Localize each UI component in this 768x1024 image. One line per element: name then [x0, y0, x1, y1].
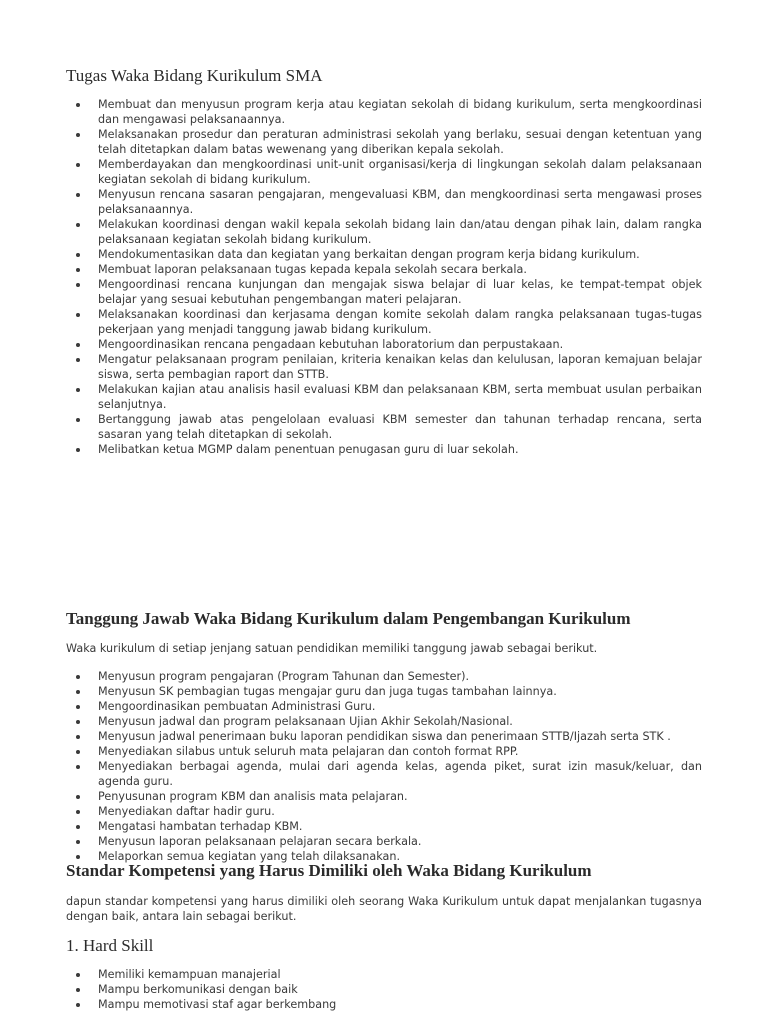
list-item: Mampu berkomunikasi dengan baik — [98, 982, 702, 997]
section-title-tugas: Tugas Waka Bidang Kurikulum SMA — [66, 66, 323, 85]
list-item: Menyusun laporan pelaksanaan pelajaran secara berkala. — [98, 834, 702, 849]
list-item: Memberdayakan dan mengkoordinasi unit-unit organisasi/kerja di lingkungan sekolah dalam pelaksanaan kegiatan sekolah di bidang kurikulum. — [98, 158, 702, 186]
tugas-list — [66, 97, 702, 457]
list-item: Mengoordinasi rencana kunjungan dan mengajak siswa belajar di luar kelas, ke tempat-tempat objek belajar yang sesuai kebutuhan pengembangan materi pelajaran. — [98, 278, 702, 306]
list-item: Membuat laporan pelaksanaan tugas kepada kepala sekolah secara berkala. — [98, 262, 702, 277]
list-item: Penyusunan program KBM dan analisis mata pelajaran. — [98, 789, 702, 804]
section-title-standar-kompetensi: Standar Kompetensi yang Harus Dimiliki oleh Waka Bidang Kurikulum — [66, 861, 592, 880]
list-item: Menyusun SK pembagian tugas mengajar guru dan juga tugas tambahan lainnya. — [98, 684, 702, 699]
hard-skill-list — [66, 967, 702, 1012]
tanggung-jawab-list — [66, 669, 702, 864]
list-item: Melaporkan semua kegiatan yang telah dilaksanakan. — [98, 849, 702, 864]
list-item: Menyusun jadwal penerimaan buku laporan pendidikan siswa dan penerimaan STTB/Ijazah serta STK . — [98, 729, 702, 744]
list-item: Mengatur pelaksanaan program penilaian, kriteria kenaikan kelas dan kelulusan, laporan kemajuan belajar siswa, serta pembagian raport dan STTB. — [98, 353, 702, 381]
list-item: Mendokumentasikan data dan kegiatan yang berkaitan dengan program kerja bidang kurikulum. — [98, 247, 702, 262]
list-item: Menyediakan silabus untuk seluruh mata pelajaran dan contoh format RPP. — [98, 744, 702, 759]
list-item: Mampu memotivasi staf agar berkembang — [98, 997, 702, 1012]
list-item: Melaksanakan prosedur dan peraturan administrasi sekolah yang berlaku, sesuai dengan ketentuan yang telah ditetapkan dalam batas wewenang yang diberikan kepala sekolah. — [98, 128, 702, 156]
list-item: Membuat dan menyusun program kerja atau kegiatan sekolah di bidang kurikulum, serta mengkoordinasi dan mengawasi pelaksanaannya. — [98, 98, 702, 126]
list-item: Memiliki kemampuan manajerial — [98, 967, 702, 982]
list-item: Menyusun rencana sasaran pengajaran, mengevaluasi KBM, dan mengkoordinasi serta mengawasi proses pelaksanaannya. — [98, 188, 702, 216]
section-title-tanggung-jawab: Tanggung Jawab Waka Bidang Kurikulum dalam Pengembangan Kurikulum — [66, 609, 631, 628]
list-item: Melakukan koordinasi dengan wakil kepala sekolah bidang lain dan/atau dengan pihak lain, dalam rangka pelaksanaan kegiatan sekolah bidang kurikulum. — [98, 218, 702, 246]
list-item: Menyediakan daftar hadir guru. — [98, 804, 702, 819]
list-item: Melaksanakan koordinasi dan kerjasama dengan komite sekolah dalam rangka pelaksanaan tugas-tugas pekerjaan yang menjadi tanggung jawab bidang kurikulum. — [98, 308, 702, 336]
list-item: Mengoordinasikan rencana pengadaan kebutuhan laboratorium dan perpustakaan. — [98, 337, 702, 352]
list-item: Mengoordinasikan pembuatan Administrasi Guru. — [98, 699, 702, 714]
standar-kompetensi-intro: dapun standar kompetensi yang harus dimiliki oleh seorang Waka Kurikulum untuk dapat menjalankan tugasnya dengan baik, antara lain sebagai berikut. — [66, 895, 702, 923]
list-item: Menyediakan berbagai agenda, mulai dari agenda kelas, agenda piket, surat izin masuk/keluar, dan agenda guru. — [98, 760, 702, 788]
list-item: Bertanggung jawab atas pengelolaan evaluasi KBM semester dan tahunan terhadap rencana, serta sasaran yang telah ditetapkan di sekolah. — [98, 413, 702, 441]
list-item: Menyusun jadwal dan program pelaksanaan Ujian Akhir Sekolah/Nasional. — [98, 714, 702, 729]
list-item: Melakukan kajian atau analisis hasil evaluasi KBM dan pelaksanaan KBM, serta membuat usulan perbaikan selanjutnya. — [98, 383, 702, 411]
list-item: Menyusun program pengajaran (Program Tahunan dan Semester). — [98, 669, 702, 684]
tanggung-jawab-intro: Waka kurikulum di setiap jenjang satuan pendidikan memiliki tanggung jawab sebagai berikut. — [66, 642, 598, 655]
list-item: Mengatasi hambatan terhadap KBM. — [98, 819, 702, 834]
list-item: Melibatkan ketua MGMP dalam penentuan penugasan guru di luar sekolah. — [98, 442, 702, 457]
section-title-hard-skill: 1. Hard Skill — [66, 936, 154, 955]
